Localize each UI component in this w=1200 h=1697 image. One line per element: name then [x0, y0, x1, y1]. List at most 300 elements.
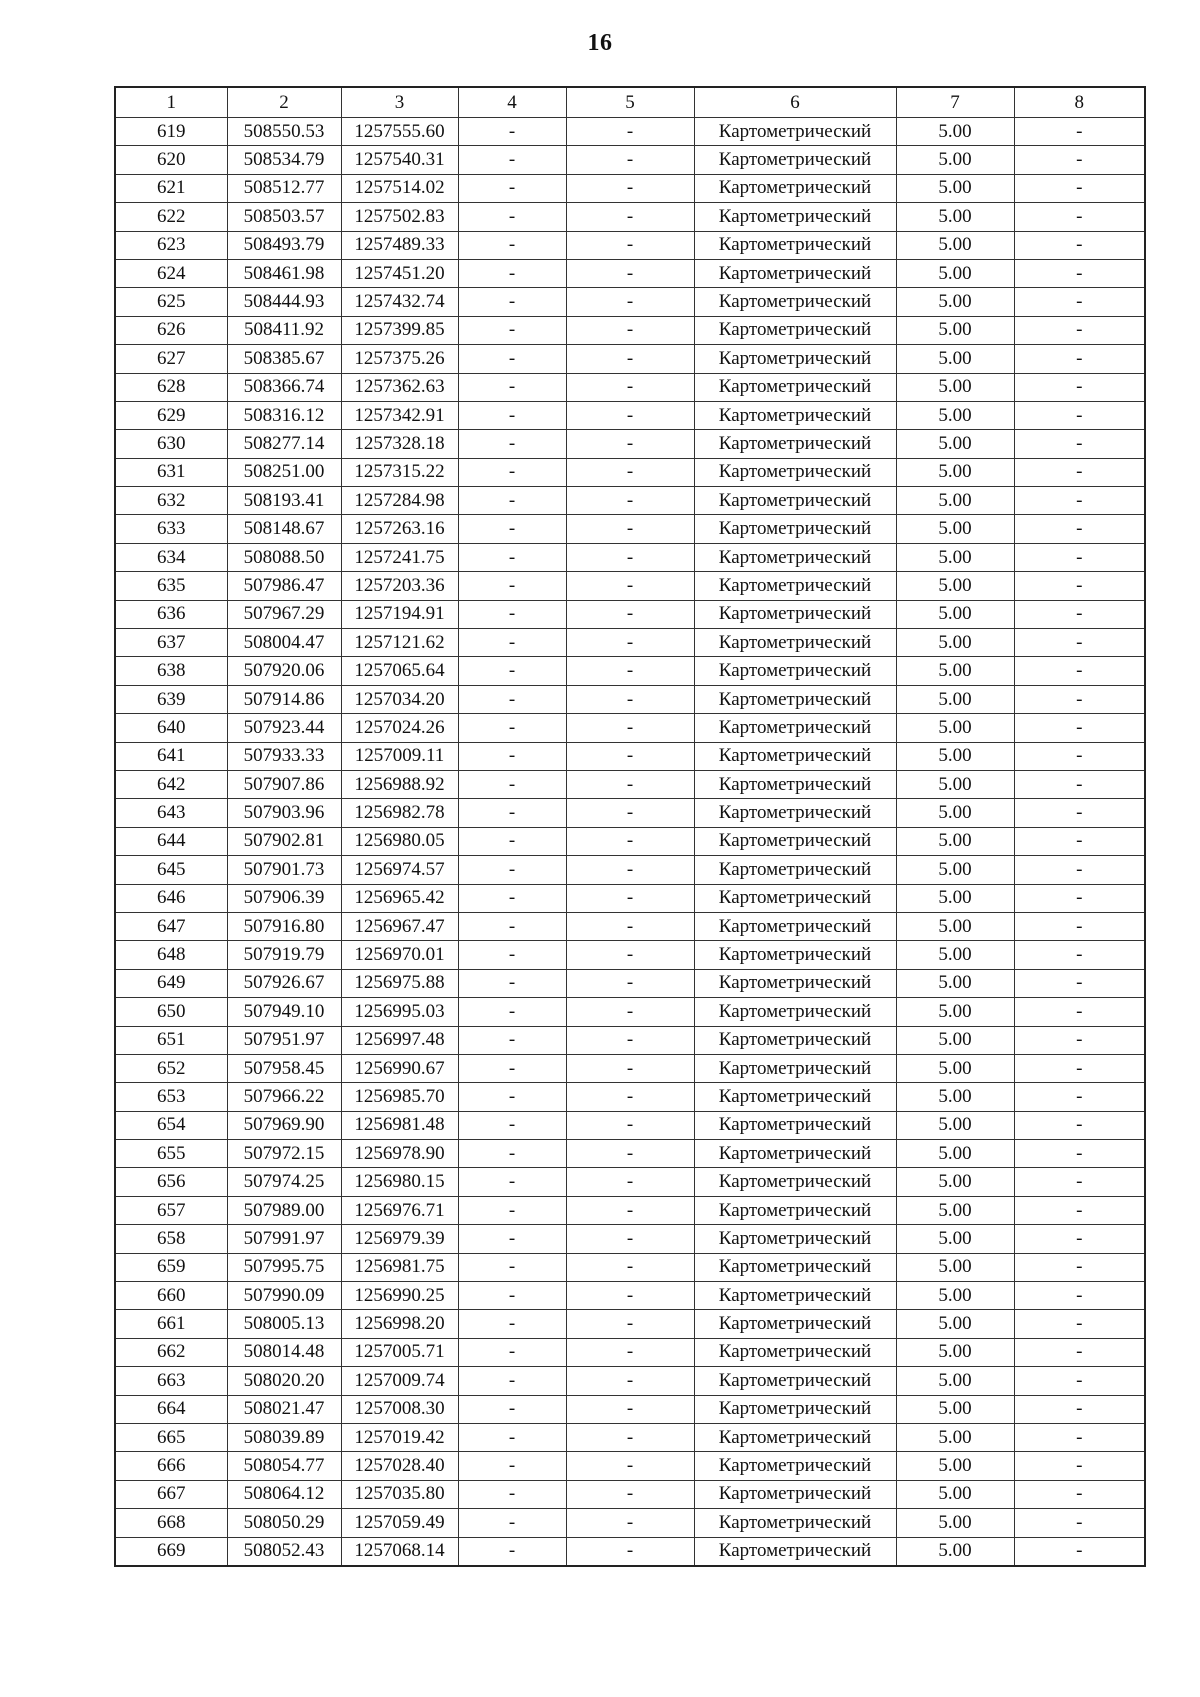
column-4-cell: - [458, 146, 566, 174]
x-coordinate-cell: 507933.33 [227, 742, 341, 770]
y-coordinate-cell: 1257028.40 [341, 1452, 458, 1480]
y-coordinate-cell: 1257005.71 [341, 1338, 458, 1366]
x-coordinate-cell: 507920.06 [227, 657, 341, 685]
x-coordinate-cell: 507903.96 [227, 799, 341, 827]
table-row [115, 1083, 1145, 1111]
table-row [115, 998, 1145, 1026]
column-4-cell: - [458, 1140, 566, 1168]
x-coordinate-cell: 508444.93 [227, 288, 341, 316]
column-4-cell: - [458, 259, 566, 287]
y-coordinate-cell: 1257263.16 [341, 515, 458, 543]
column-4-cell: - [458, 1225, 566, 1253]
column-8-cell: - [1014, 1253, 1145, 1281]
column-8-cell: - [1014, 515, 1145, 543]
method-cell: Картометрический [694, 600, 896, 628]
method-cell: Картометрический [694, 1423, 896, 1451]
accuracy-cell: 5.00 [896, 1111, 1014, 1139]
method-cell: Картометрический [694, 629, 896, 657]
point-number-cell: 629 [115, 401, 227, 429]
point-number-cell: 624 [115, 259, 227, 287]
column-8-cell: - [1014, 1537, 1145, 1566]
column-8-cell: - [1014, 629, 1145, 657]
column-5-cell: - [566, 827, 694, 855]
table-row [115, 1168, 1145, 1196]
x-coordinate-cell: 507914.86 [227, 685, 341, 713]
x-coordinate-cell: 507995.75 [227, 1253, 341, 1281]
accuracy-cell: 5.00 [896, 941, 1014, 969]
y-coordinate-cell: 1256970.01 [341, 941, 458, 969]
accuracy-cell: 5.00 [896, 969, 1014, 997]
x-coordinate-cell: 507967.29 [227, 600, 341, 628]
column-5-cell: - [566, 629, 694, 657]
column-4-cell: - [458, 884, 566, 912]
column-header: 4 [458, 87, 566, 118]
y-coordinate-cell: 1257068.14 [341, 1537, 458, 1566]
column-5-cell: - [566, 1054, 694, 1082]
accuracy-cell: 5.00 [896, 231, 1014, 259]
y-coordinate-cell: 1257315.22 [341, 458, 458, 486]
column-4-cell: - [458, 543, 566, 571]
x-coordinate-cell: 507966.22 [227, 1083, 341, 1111]
column-8-cell: - [1014, 316, 1145, 344]
method-cell: Картометрический [694, 770, 896, 798]
column-8-cell: - [1014, 458, 1145, 486]
column-5-cell: - [566, 1423, 694, 1451]
x-coordinate-cell: 508004.47 [227, 629, 341, 657]
x-coordinate-cell: 508534.79 [227, 146, 341, 174]
y-coordinate-cell: 1256995.03 [341, 998, 458, 1026]
y-coordinate-cell: 1257008.30 [341, 1395, 458, 1423]
accuracy-cell: 5.00 [896, 1338, 1014, 1366]
column-8-cell: - [1014, 430, 1145, 458]
column-5-cell: - [566, 856, 694, 884]
column-8-cell: - [1014, 373, 1145, 401]
point-number-cell: 662 [115, 1338, 227, 1366]
column-4-cell: - [458, 1111, 566, 1139]
table-row [115, 146, 1145, 174]
column-4-cell: - [458, 1253, 566, 1281]
column-5-cell: - [566, 345, 694, 373]
point-number-cell: 646 [115, 884, 227, 912]
column-4-cell: - [458, 1537, 566, 1566]
method-cell: Картометрический [694, 941, 896, 969]
page-number: 16 [587, 30, 613, 56]
column-5-cell: - [566, 1367, 694, 1395]
column-8-cell: - [1014, 203, 1145, 231]
column-header: 5 [566, 87, 694, 118]
table-row [115, 657, 1145, 685]
x-coordinate-cell: 507923.44 [227, 714, 341, 742]
column-4-cell: - [458, 1168, 566, 1196]
point-number-cell: 642 [115, 770, 227, 798]
table-row [115, 515, 1145, 543]
accuracy-cell: 5.00 [896, 912, 1014, 940]
point-number-cell: 623 [115, 231, 227, 259]
column-5-cell: - [566, 657, 694, 685]
column-5-cell: - [566, 231, 694, 259]
column-4-cell: - [458, 685, 566, 713]
column-8-cell: - [1014, 1310, 1145, 1338]
column-8-cell: - [1014, 1168, 1145, 1196]
column-8-cell: - [1014, 1225, 1145, 1253]
y-coordinate-cell: 1256978.90 [341, 1140, 458, 1168]
x-coordinate-cell: 508503.57 [227, 203, 341, 231]
accuracy-cell: 5.00 [896, 1054, 1014, 1082]
column-8-cell: - [1014, 1140, 1145, 1168]
column-8-cell: - [1014, 146, 1145, 174]
column-8-cell: - [1014, 714, 1145, 742]
y-coordinate-cell: 1257362.63 [341, 373, 458, 401]
point-number-cell: 627 [115, 345, 227, 373]
y-coordinate-cell: 1257035.80 [341, 1480, 458, 1508]
point-number-cell: 620 [115, 146, 227, 174]
method-cell: Картометрический [694, 174, 896, 202]
column-5-cell: - [566, 1111, 694, 1139]
coordinates-table [114, 86, 1146, 1567]
y-coordinate-cell: 1257019.42 [341, 1423, 458, 1451]
table-row [115, 430, 1145, 458]
accuracy-cell: 5.00 [896, 884, 1014, 912]
x-coordinate-cell: 508550.53 [227, 118, 341, 146]
column-4-cell: - [458, 1083, 566, 1111]
accuracy-cell: 5.00 [896, 685, 1014, 713]
accuracy-cell: 5.00 [896, 770, 1014, 798]
column-4-cell: - [458, 629, 566, 657]
point-number-cell: 621 [115, 174, 227, 202]
y-coordinate-cell: 1257375.26 [341, 345, 458, 373]
method-cell: Картометрический [694, 1140, 896, 1168]
point-number-cell: 665 [115, 1423, 227, 1451]
table-row [115, 1452, 1145, 1480]
column-8-cell: - [1014, 543, 1145, 571]
table-row [115, 1111, 1145, 1139]
column-4-cell: - [458, 742, 566, 770]
x-coordinate-cell: 507986.47 [227, 572, 341, 600]
column-4-cell: - [458, 288, 566, 316]
x-coordinate-cell: 507991.97 [227, 1225, 341, 1253]
y-coordinate-cell: 1257059.49 [341, 1509, 458, 1537]
table-row [115, 316, 1145, 344]
point-number-cell: 637 [115, 629, 227, 657]
column-4-cell: - [458, 231, 566, 259]
column-8-cell: - [1014, 1083, 1145, 1111]
column-5-cell: - [566, 685, 694, 713]
table-row [115, 770, 1145, 798]
column-4-cell: - [458, 1452, 566, 1480]
column-5-cell: - [566, 969, 694, 997]
table-row [115, 401, 1145, 429]
point-number-cell: 638 [115, 657, 227, 685]
column-header: 2 [227, 87, 341, 118]
method-cell: Картометрический [694, 1083, 896, 1111]
accuracy-cell: 5.00 [896, 146, 1014, 174]
y-coordinate-cell: 1257009.74 [341, 1367, 458, 1395]
column-8-cell: - [1014, 1395, 1145, 1423]
table-row [115, 1423, 1145, 1451]
accuracy-cell: 5.00 [896, 742, 1014, 770]
column-8-cell: - [1014, 856, 1145, 884]
column-4-cell: - [458, 1395, 566, 1423]
point-number-cell: 626 [115, 316, 227, 344]
y-coordinate-cell: 1257502.83 [341, 203, 458, 231]
column-5-cell: - [566, 430, 694, 458]
accuracy-cell: 5.00 [896, 1395, 1014, 1423]
column-8-cell: - [1014, 1509, 1145, 1537]
column-4-cell: - [458, 1367, 566, 1395]
table-row [115, 884, 1145, 912]
y-coordinate-cell: 1257451.20 [341, 259, 458, 287]
column-5-cell: - [566, 487, 694, 515]
column-4-cell: - [458, 487, 566, 515]
x-coordinate-cell: 507919.79 [227, 941, 341, 969]
accuracy-cell: 5.00 [896, 118, 1014, 146]
column-4-cell: - [458, 1054, 566, 1082]
column-4-cell: - [458, 572, 566, 600]
y-coordinate-cell: 1257328.18 [341, 430, 458, 458]
column-8-cell: - [1014, 345, 1145, 373]
column-8-cell: - [1014, 1196, 1145, 1224]
column-4-cell: - [458, 345, 566, 373]
method-cell: Картометрический [694, 799, 896, 827]
method-cell: Картометрический [694, 1537, 896, 1566]
y-coordinate-cell: 1257241.75 [341, 543, 458, 571]
accuracy-cell: 5.00 [896, 714, 1014, 742]
method-cell: Картометрический [694, 1282, 896, 1310]
method-cell: Картометрический [694, 714, 896, 742]
method-cell: Картометрический [694, 146, 896, 174]
table-row [115, 288, 1145, 316]
column-5-cell: - [566, 146, 694, 174]
method-cell: Картометрический [694, 742, 896, 770]
column-5-cell: - [566, 1310, 694, 1338]
column-8-cell: - [1014, 1054, 1145, 1082]
method-cell: Картометрический [694, 487, 896, 515]
x-coordinate-cell: 508005.13 [227, 1310, 341, 1338]
y-coordinate-cell: 1256982.78 [341, 799, 458, 827]
table-row [115, 742, 1145, 770]
method-cell: Картометрический [694, 1225, 896, 1253]
table-row [115, 543, 1145, 571]
method-cell: Картометрический [694, 912, 896, 940]
x-coordinate-cell: 507907.86 [227, 770, 341, 798]
accuracy-cell: 5.00 [896, 1168, 1014, 1196]
accuracy-cell: 5.00 [896, 373, 1014, 401]
point-number-cell: 622 [115, 203, 227, 231]
method-cell: Картометрический [694, 998, 896, 1026]
method-cell: Картометрический [694, 373, 896, 401]
point-number-cell: 667 [115, 1480, 227, 1508]
method-cell: Картометрический [694, 118, 896, 146]
column-header: 3 [341, 87, 458, 118]
accuracy-cell: 5.00 [896, 1452, 1014, 1480]
column-4-cell: - [458, 799, 566, 827]
table-row [115, 1282, 1145, 1310]
table-row [115, 572, 1145, 600]
column-8-cell: - [1014, 1111, 1145, 1139]
method-cell: Картометрический [694, 1338, 896, 1366]
y-coordinate-cell: 1257203.36 [341, 572, 458, 600]
y-coordinate-cell: 1257432.74 [341, 288, 458, 316]
method-cell: Картометрический [694, 1310, 896, 1338]
x-coordinate-cell: 507902.81 [227, 827, 341, 855]
column-5-cell: - [566, 1168, 694, 1196]
table-row [115, 259, 1145, 287]
method-cell: Картометрический [694, 316, 896, 344]
table-row [115, 629, 1145, 657]
column-header: 7 [896, 87, 1014, 118]
column-4-cell: - [458, 458, 566, 486]
column-8-cell: - [1014, 799, 1145, 827]
method-cell: Картометрический [694, 856, 896, 884]
accuracy-cell: 5.00 [896, 1423, 1014, 1451]
method-cell: Картометрический [694, 1480, 896, 1508]
method-cell: Картометрический [694, 1395, 896, 1423]
column-5-cell: - [566, 1225, 694, 1253]
x-coordinate-cell: 508411.92 [227, 316, 341, 344]
column-5-cell: - [566, 600, 694, 628]
table-row [115, 1338, 1145, 1366]
column-4-cell: - [458, 969, 566, 997]
column-5-cell: - [566, 1083, 694, 1111]
point-number-cell: 660 [115, 1282, 227, 1310]
accuracy-cell: 5.00 [896, 345, 1014, 373]
method-cell: Картометрический [694, 231, 896, 259]
table-header-row [115, 87, 1145, 118]
accuracy-cell: 5.00 [896, 1367, 1014, 1395]
accuracy-cell: 5.00 [896, 203, 1014, 231]
point-number-cell: 649 [115, 969, 227, 997]
column-8-cell: - [1014, 969, 1145, 997]
y-coordinate-cell: 1256990.25 [341, 1282, 458, 1310]
table-row [115, 1054, 1145, 1082]
point-number-cell: 653 [115, 1083, 227, 1111]
method-cell: Картометрический [694, 657, 896, 685]
table-row [115, 1196, 1145, 1224]
accuracy-cell: 5.00 [896, 458, 1014, 486]
x-coordinate-cell: 507989.00 [227, 1196, 341, 1224]
table-row [115, 345, 1145, 373]
x-coordinate-cell: 507949.10 [227, 998, 341, 1026]
column-8-cell: - [1014, 118, 1145, 146]
table-row [115, 203, 1145, 231]
accuracy-cell: 5.00 [896, 1509, 1014, 1537]
column-5-cell: - [566, 373, 694, 401]
point-number-cell: 668 [115, 1509, 227, 1537]
column-8-cell: - [1014, 288, 1145, 316]
table-row [115, 1026, 1145, 1054]
column-4-cell: - [458, 316, 566, 344]
point-number-cell: 625 [115, 288, 227, 316]
accuracy-cell: 5.00 [896, 543, 1014, 571]
x-coordinate-cell: 507974.25 [227, 1168, 341, 1196]
y-coordinate-cell: 1256980.05 [341, 827, 458, 855]
y-coordinate-cell: 1257194.91 [341, 600, 458, 628]
table-row [115, 1225, 1145, 1253]
table-row [115, 458, 1145, 486]
column-4-cell: - [458, 1310, 566, 1338]
point-number-cell: 645 [115, 856, 227, 884]
method-cell: Картометрический [694, 1509, 896, 1537]
column-4-cell: - [458, 827, 566, 855]
x-coordinate-cell: 508277.14 [227, 430, 341, 458]
column-4-cell: - [458, 373, 566, 401]
accuracy-cell: 5.00 [896, 856, 1014, 884]
column-8-cell: - [1014, 600, 1145, 628]
x-coordinate-cell: 508021.47 [227, 1395, 341, 1423]
accuracy-cell: 5.00 [896, 174, 1014, 202]
column-4-cell: - [458, 1026, 566, 1054]
column-4-cell: - [458, 1196, 566, 1224]
accuracy-cell: 5.00 [896, 572, 1014, 600]
y-coordinate-cell: 1257342.91 [341, 401, 458, 429]
point-number-cell: 643 [115, 799, 227, 827]
table-row [115, 1367, 1145, 1395]
column-8-cell: - [1014, 912, 1145, 940]
accuracy-cell: 5.00 [896, 1537, 1014, 1566]
y-coordinate-cell: 1256998.20 [341, 1310, 458, 1338]
column-5-cell: - [566, 998, 694, 1026]
point-number-cell: 661 [115, 1310, 227, 1338]
point-number-cell: 656 [115, 1168, 227, 1196]
column-5-cell: - [566, 543, 694, 571]
column-4-cell: - [458, 430, 566, 458]
point-number-cell: 659 [115, 1253, 227, 1281]
column-8-cell: - [1014, 1452, 1145, 1480]
accuracy-cell: 5.00 [896, 629, 1014, 657]
column-5-cell: - [566, 1196, 694, 1224]
column-5-cell: - [566, 288, 694, 316]
accuracy-cell: 5.00 [896, 799, 1014, 827]
method-cell: Картометрический [694, 1168, 896, 1196]
point-number-cell: 648 [115, 941, 227, 969]
point-number-cell: 619 [115, 118, 227, 146]
column-8-cell: - [1014, 941, 1145, 969]
y-coordinate-cell: 1256974.57 [341, 856, 458, 884]
column-5-cell: - [566, 1253, 694, 1281]
point-number-cell: 628 [115, 373, 227, 401]
method-cell: Картометрический [694, 1367, 896, 1395]
point-number-cell: 650 [115, 998, 227, 1026]
x-coordinate-cell: 508251.00 [227, 458, 341, 486]
table-row [115, 969, 1145, 997]
method-cell: Картометрический [694, 1196, 896, 1224]
column-4-cell: - [458, 174, 566, 202]
column-8-cell: - [1014, 884, 1145, 912]
table-body [115, 118, 1145, 1566]
column-5-cell: - [566, 770, 694, 798]
point-number-cell: 635 [115, 572, 227, 600]
table-row [115, 373, 1145, 401]
column-8-cell: - [1014, 1423, 1145, 1451]
y-coordinate-cell: 1257514.02 [341, 174, 458, 202]
column-5-cell: - [566, 941, 694, 969]
x-coordinate-cell: 508039.89 [227, 1423, 341, 1451]
table-row [115, 827, 1145, 855]
x-coordinate-cell: 507906.39 [227, 884, 341, 912]
y-coordinate-cell: 1257009.11 [341, 742, 458, 770]
table-row [115, 912, 1145, 940]
column-5-cell: - [566, 1480, 694, 1508]
column-header: 8 [1014, 87, 1145, 118]
accuracy-cell: 5.00 [896, 1140, 1014, 1168]
column-4-cell: - [458, 998, 566, 1026]
column-5-cell: - [566, 1509, 694, 1537]
table-row [115, 174, 1145, 202]
column-5-cell: - [566, 799, 694, 827]
x-coordinate-cell: 508064.12 [227, 1480, 341, 1508]
column-5-cell: - [566, 912, 694, 940]
point-number-cell: 652 [115, 1054, 227, 1082]
